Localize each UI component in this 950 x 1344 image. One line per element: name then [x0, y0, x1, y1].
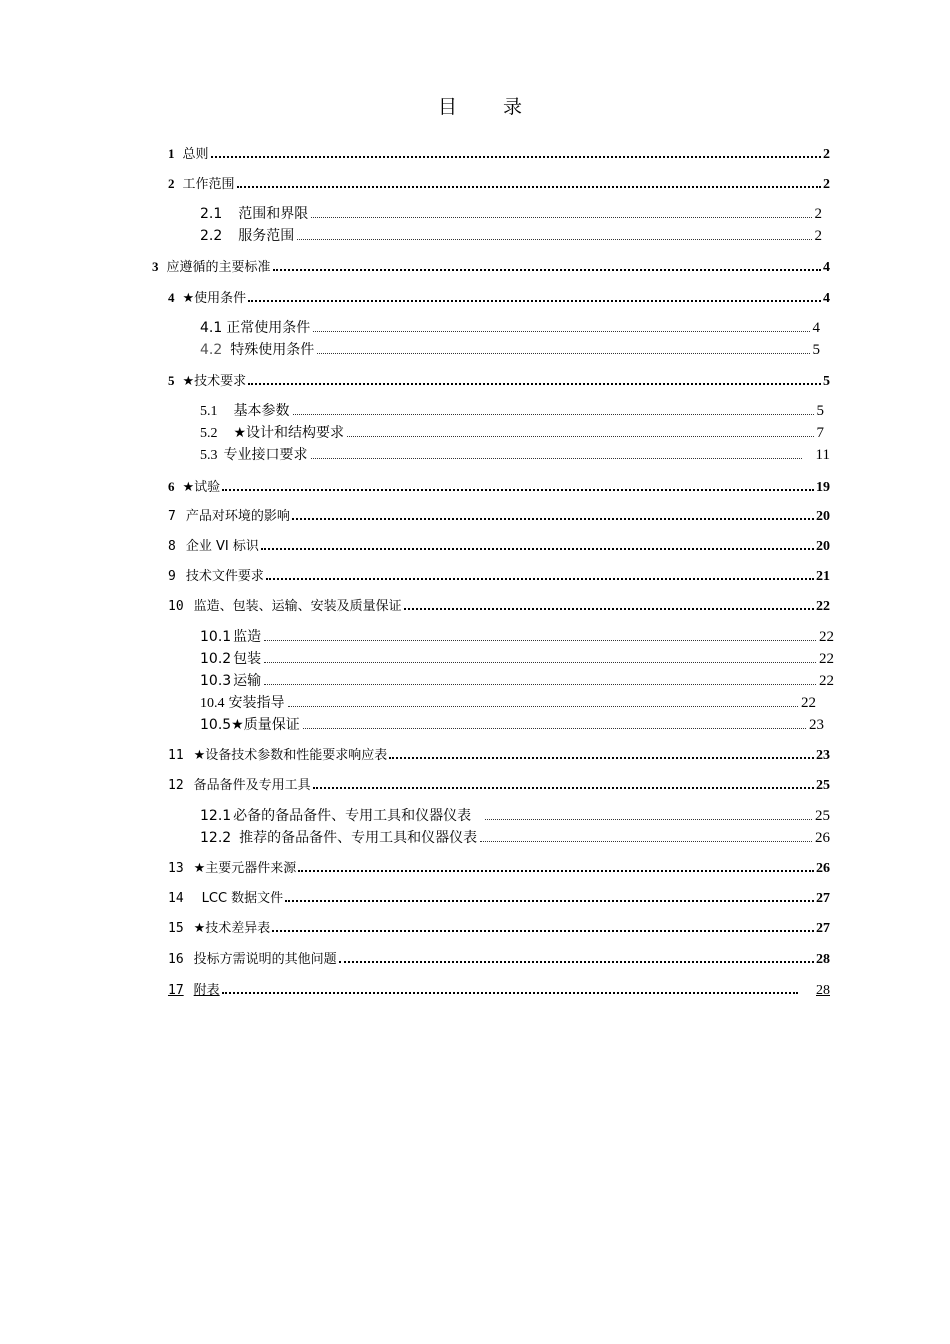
toc-leader-dots [222, 489, 814, 491]
toc-entry-title: 应遵循的主要标准 [166, 260, 271, 275]
toc-entry-title: 包装 [233, 651, 262, 667]
toc-entry-number: 5 [168, 373, 175, 388]
toc-leader-dots [317, 353, 809, 354]
toc-entry-number: 3 [152, 259, 159, 274]
toc-leader-dots [237, 186, 821, 188]
toc-entry-title: 附表 [193, 983, 220, 998]
toc-entry-page: 22 [819, 629, 834, 645]
toc-entry-page: 21 [816, 569, 830, 584]
toc-entry[interactable] [200, 715, 824, 735]
toc-entry-page: 23 [816, 748, 830, 763]
toc-entry-title: 推荐的备品备件、专用工具和仪器仪表 [239, 830, 478, 846]
toc-entry-page: 5 [816, 403, 824, 419]
toc-entry[interactable] [168, 950, 830, 970]
toc-leader-dots [303, 728, 806, 729]
toc-leader-dots [222, 992, 798, 994]
toc-entry-page: 28 [816, 952, 830, 967]
toc-entry-page: 22 [816, 599, 830, 614]
toc-entry-page: 2 [814, 206, 822, 222]
toc-entry-number: 5.1 [200, 404, 218, 419]
toc-entry-page: 2 [823, 147, 830, 162]
toc-entry-page: 25 [815, 808, 830, 824]
toc-entry-number: 10.4 [200, 696, 225, 711]
toc-entry-title: ★主要元器件来源 [193, 861, 297, 876]
toc-entry[interactable] [200, 226, 822, 246]
toc-entry[interactable] [168, 537, 830, 557]
toc-entry-title: 监造、包装、运输、安装及质量保证 [193, 599, 402, 614]
toc-entry-number: 6 [168, 479, 175, 494]
toc-entry[interactable] [168, 746, 830, 766]
toc-entry-page: 22 [819, 673, 834, 689]
toc-entry-page: 4 [812, 320, 820, 336]
toc-entry[interactable] [168, 597, 830, 617]
toc-entry-page: 22 [801, 695, 816, 711]
toc-leader-dots [288, 706, 799, 707]
toc-entry-page: 27 [816, 891, 830, 906]
toc-leader-dots [211, 156, 821, 158]
toc-entry-number: 10.1 [200, 629, 232, 645]
toc-leader-dots [313, 787, 814, 789]
toc-entry-title: 备品备件及专用工具 [193, 778, 311, 793]
toc-entry-number: 4 [168, 290, 175, 305]
toc-entry-page: 4 [823, 260, 830, 275]
toc-leader-dots [264, 640, 816, 641]
toc-entry-title: 企业 VI 标识 [185, 539, 259, 554]
toc-title: 目 录 [437, 96, 543, 118]
toc-entry-number: 17 [168, 983, 184, 998]
toc-leader-dots [292, 518, 814, 520]
toc-entry-page: 27 [816, 921, 830, 936]
toc-entry-title: 正常使用条件 [226, 320, 311, 336]
toc-entry-page: 20 [816, 509, 830, 524]
toc-entry[interactable] [200, 806, 830, 826]
toc-entry-title: ★试验 [182, 480, 221, 495]
toc-entry-title: 投标方需说明的其他问题 [193, 952, 337, 967]
toc-entry[interactable] [168, 889, 830, 909]
toc-entry-title: ★设备技术参数和性能要求响应表 [193, 748, 388, 763]
toc-entry[interactable] [200, 340, 820, 360]
toc-entry-title: 产品对环境的影响 [185, 509, 290, 524]
toc-leader-dots [261, 548, 814, 550]
toc-entry-title: ★质量保证 [231, 717, 300, 733]
toc-entry[interactable] [200, 445, 830, 466]
toc-entry[interactable] [200, 401, 824, 422]
toc-entry-page: 4 [823, 291, 830, 306]
toc-entry-title: 专业接口要求 [223, 447, 308, 463]
toc-entry[interactable] [168, 174, 830, 195]
toc-entry-page: 2 [823, 177, 830, 192]
toc-leader-dots [485, 819, 812, 820]
toc-entry[interactable] [200, 627, 834, 647]
toc-entry[interactable] [168, 776, 830, 796]
toc-entry[interactable] [168, 288, 830, 309]
toc-leader-dots [273, 269, 821, 271]
toc-entry-number: 1 [168, 146, 175, 161]
toc-leader-dots [480, 841, 812, 842]
toc-entry[interactable] [200, 693, 816, 714]
toc-entry-page: 25 [816, 778, 830, 793]
toc-entry-number: 10.5 [200, 717, 232, 733]
toc-entry[interactable] [200, 649, 834, 669]
toc-leader-dots [389, 757, 814, 759]
toc-entry-title: 必备的备品备件、专用工具和仪器仪表 [233, 808, 472, 824]
toc-entry-page: 2 [814, 228, 822, 244]
toc-entry-page: 5 [823, 374, 830, 389]
toc-entry-number: 2.2 [200, 228, 223, 244]
toc-entry-number: 4.2 [200, 342, 223, 358]
toc-entry-number: 7 [168, 509, 176, 524]
toc-leader-dots [311, 458, 802, 459]
toc-entry-page: 23 [809, 717, 824, 733]
toc-entry[interactable] [168, 567, 830, 587]
toc-entry-title: 基本参数 [233, 403, 290, 419]
toc-entry-number: 2 [168, 176, 175, 191]
toc-entry-title: ★使用条件 [182, 291, 247, 306]
toc-entry-number: 2.1 [200, 206, 223, 222]
toc-leader-dots [297, 239, 811, 240]
toc-entry-page: 19 [816, 480, 830, 495]
toc-entry-title: 工作范围 [182, 177, 235, 192]
toc-leader-dots [347, 436, 813, 437]
toc-leader-dots [293, 414, 814, 415]
toc-leader-dots [298, 870, 814, 872]
toc-entry-page: 7 [816, 425, 824, 441]
toc-entry[interactable] [168, 507, 830, 527]
toc-entry[interactable] [168, 144, 830, 165]
toc-entry-title: 特殊使用条件 [230, 342, 315, 358]
toc-entry[interactable] [200, 671, 834, 691]
toc-entry-number: 16 [168, 952, 184, 967]
toc-entry[interactable] [200, 318, 820, 338]
toc-entry-title: 总则 [182, 147, 209, 162]
toc-entry-number: 4.1 [200, 320, 223, 336]
toc-entry-number: 5.2 [200, 426, 218, 441]
toc-entry-number: 15 [168, 921, 184, 936]
toc-entry-page: 5 [812, 342, 820, 358]
toc-entry-title: 服务范围 [238, 228, 295, 244]
toc-entry-number: 12 [168, 778, 184, 793]
toc-entry-title: 运输 [233, 673, 262, 689]
toc-leader-dots [339, 961, 814, 963]
toc-entry-page: 28 [816, 983, 830, 998]
toc-entry-title: ★设计和结构要求 [233, 425, 345, 441]
toc-leader-dots [272, 930, 814, 932]
toc-entry-number: 14 [168, 891, 184, 906]
toc-entry-number: 13 [168, 861, 184, 876]
toc-entry-number: 12.1 [200, 808, 232, 824]
toc-entry-number: 8 [168, 539, 176, 554]
toc-entry-title: LCC 数据文件 [201, 891, 284, 906]
toc-entry[interactable] [168, 477, 830, 498]
toc-leader-dots [313, 331, 809, 332]
toc-entry-page: 11 [815, 447, 830, 463]
toc-entry[interactable] [200, 828, 830, 848]
toc-leader-dots [264, 662, 816, 663]
toc-leader-dots [404, 608, 814, 610]
toc-entry-number: 10.3 [200, 673, 232, 689]
toc-entry-number: 10.2 [200, 651, 232, 667]
toc-leader-dots [266, 578, 814, 580]
toc-entry-title: 技术文件要求 [185, 569, 264, 584]
toc-entry-title: ★技术差异表 [193, 921, 271, 936]
toc-entry-number: 10 [168, 599, 184, 614]
toc-entry-title: ★技术要求 [182, 374, 247, 389]
toc-entry[interactable] [168, 919, 830, 939]
toc-entry[interactable] [200, 204, 822, 224]
toc-entry-page: 20 [816, 539, 830, 554]
toc-leader-dots [248, 300, 821, 302]
toc-leader-dots [264, 684, 816, 685]
toc-entry-number: 11 [168, 748, 184, 763]
toc-entry-title: 范围和界限 [238, 206, 309, 222]
toc-entry[interactable] [168, 981, 830, 1001]
toc-entry-page: 26 [815, 830, 830, 846]
toc-entry-number: 9 [168, 569, 176, 584]
toc-entry[interactable] [152, 257, 830, 278]
toc-entry[interactable] [200, 423, 824, 444]
toc-entry-page: 26 [816, 861, 830, 876]
toc-entry-number: 5.3 [200, 448, 218, 463]
toc-leader-dots [311, 217, 811, 218]
toc-entry-page: 22 [819, 651, 834, 667]
toc-leader-dots [285, 900, 814, 902]
toc-entry-title: 监造 [233, 629, 262, 645]
toc-entry[interactable] [168, 371, 830, 392]
toc-entry-title: 安装指导 [228, 695, 285, 711]
toc-entry[interactable] [168, 859, 830, 879]
toc-leader-dots [248, 383, 821, 385]
toc-entry-number: 12.2 [200, 830, 232, 846]
